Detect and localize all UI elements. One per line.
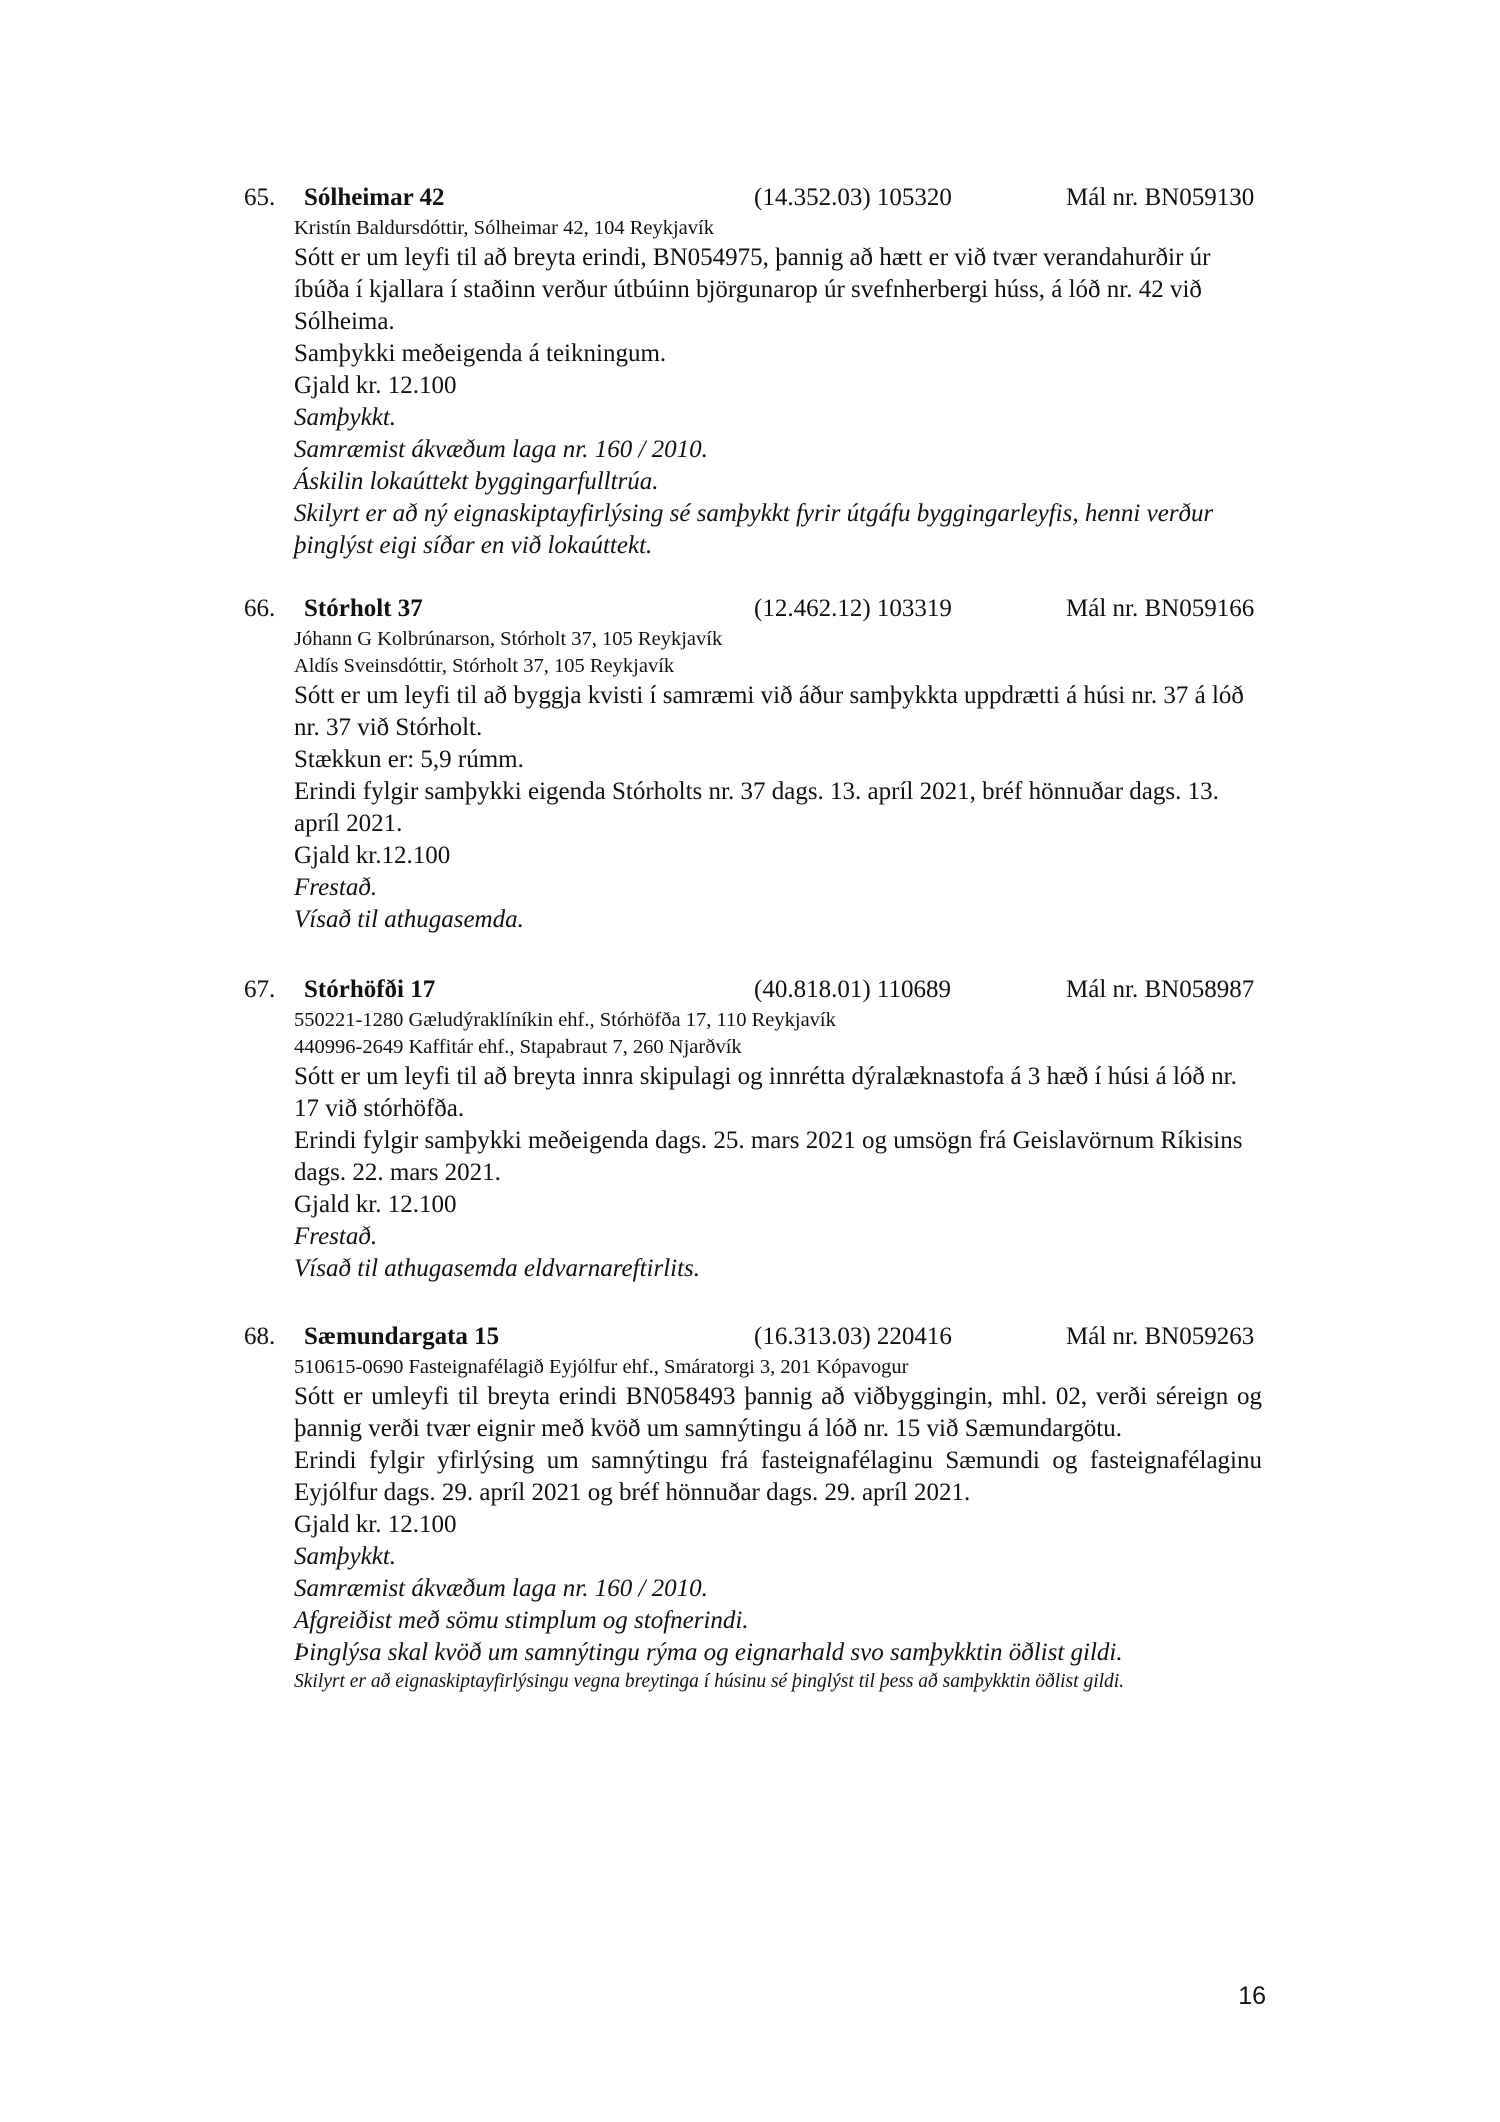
decision: Skilyrt er að eignaskiptayfirlýsingu vegna breytinga í húsinu sé þinglýst til þess að samþykktin öðlist gildi.: [294, 1671, 1125, 1692]
decision: Samþykkt.: [294, 1543, 397, 1570]
case-entry: [0, 973, 1500, 1285]
applicant: 510615-0690 Fasteignafélagið Eyjólfur ehf., Smáratorgi 3, 201 Kópavogur: [294, 1356, 909, 1378]
entry-body: [294, 1007, 1262, 1285]
entry-number: 65.: [244, 184, 276, 211]
fee: Gjald kr. 12.100: [294, 1191, 457, 1218]
decision: Þinglýsa skal kvöð um samnýtingu rýma og eignarhald svo samþykktin öðlist gildi.: [294, 1639, 1123, 1666]
entry-header: [0, 592, 1500, 626]
entry-number: 66.: [244, 595, 276, 622]
entry-case-number: Mál nr. BN059166: [1066, 595, 1255, 622]
applicant: 550221-1280 Gæludýraklíníkin ehf., Stórhöfða 17, 110 Reykjavík: [294, 1009, 836, 1031]
decision: Vísað til athugasemda eldvarnareftirlits.: [294, 1255, 701, 1282]
decision: Frestað.: [294, 874, 378, 901]
entry-case-number: Mál nr. BN058987: [1066, 976, 1255, 1003]
entry-address: Sæmundargata 15: [304, 1323, 500, 1350]
description: Samþykki meðeigenda á teikningum.: [294, 340, 667, 367]
entry-address: Stórhöfði 17: [304, 976, 436, 1003]
entry-address: Sólheimar 42: [304, 184, 445, 211]
entry-body: [294, 626, 1262, 936]
applicant: Kristín Baldursdóttir, Sólheimar 42, 104 Reykjavík: [294, 217, 714, 239]
entry-header: [0, 181, 1500, 215]
description: Sótt er umleyfi til breyta erindi BN058493 þannig að viðbyggingin, mhl. 02, verði séreign og þannig verði tvær eignir með kvöð um samnýtingu á lóð nr. 15 við Sæmundargötu.: [294, 1383, 1262, 1442]
case-entry: [0, 1320, 1500, 1695]
decision: Samræmist ákvæðum laga nr. 160 / 2010.: [294, 436, 708, 463]
entry-number: 67.: [244, 976, 276, 1003]
decision: Afgreiðist með sömu stimplum og stofnerindi.: [294, 1607, 749, 1634]
entry-header: [0, 973, 1500, 1007]
decision: Frestað.: [294, 1223, 378, 1250]
case-entry: [0, 592, 1500, 936]
description: Sótt er um leyfi til að breyta innra skipulagi og innrétta dýralæknastofa á 3 hæð í húsi á lóð nr. 17 við stórhöfða.: [294, 1063, 1237, 1122]
description: Erindi fylgir samþykki eigenda Stórholts nr. 37 dags. 13. apríl 2021, bréf hönnuðar dags. 13. apríl 2021.: [294, 778, 1219, 837]
description: Sótt er um leyfi til að breyta erindi, BN054975, þannig að hætt er við tvær verandahurðir úr íbúða í kjallara í staðinn verður útbúinn björgunarop úr svefnherbergi húss, á lóð nr. 42 við Sólheima.: [294, 244, 1211, 335]
decision: Skilyrt er að ný eignaskiptayfirlýsing sé samþykkt fyrir útgáfu byggingarleyfis, henni verður þinglýst eigi síðar en við lokaúttekt.: [294, 500, 1214, 559]
page-number: 16: [1238, 1982, 1266, 2010]
entry-reference: (14.352.03) 105320: [754, 184, 952, 211]
applicant: Jóhann G Kolbrúnarson, Stórholt 37, 105 Reykjavík: [294, 628, 723, 650]
entry-reference: (40.818.01) 110689: [754, 976, 951, 1003]
fee: Gjald kr. 12.100: [294, 372, 457, 399]
fee: Gjald kr. 12.100: [294, 1511, 457, 1538]
entry-case-number: Mál nr. BN059263: [1066, 1323, 1255, 1350]
entry-address: Stórholt 37: [304, 595, 423, 622]
decision: Áskilin lokaúttekt byggingarfulltrúa.: [294, 468, 659, 495]
description: Stækkun er: 5,9 rúmm.: [294, 746, 524, 773]
description: Erindi fylgir yfirlýsing um samnýtingu frá fasteignafélaginu Sæmundi og fasteignafélaginu Eyjólfur dags. 29. apríl 2021 og bréf hönnuðar dags. 29. apríl 2021.: [294, 1447, 1262, 1506]
entry-header: [0, 1320, 1500, 1354]
description: Sótt er um leyfi til að byggja kvisti í samræmi við áður samþykkta uppdrætti á húsi nr. 37 á lóð nr. 37 við Stórholt.: [294, 682, 1244, 741]
description: Erindi fylgir samþykki meðeigenda dags. 25. mars 2021 og umsögn frá Geislavörnum Ríkisins dags. 22. mars 2021.: [294, 1127, 1243, 1186]
fee: Gjald kr.12.100: [294, 842, 451, 869]
applicant: 440996-2649 Kaffitár ehf., Stapabraut 7, 260 Njarðvík: [294, 1036, 742, 1058]
decision: Samræmist ákvæðum laga nr. 160 / 2010.: [294, 1575, 708, 1602]
entry-reference: (12.462.12) 103319: [754, 595, 952, 622]
decision: Samþykkt.: [294, 404, 397, 431]
entry-body: [294, 215, 1262, 562]
entry-reference: (16.313.03) 220416: [754, 1323, 952, 1350]
entry-number: 68.: [244, 1323, 276, 1350]
entry-body: [294, 1354, 1262, 1695]
entry-case-number: Mál nr. BN059130: [1066, 184, 1255, 211]
applicant: Aldís Sveinsdóttir, Stórholt 37, 105 Reykjavík: [294, 655, 675, 677]
decision: Vísað til athugasemda.: [294, 906, 524, 933]
case-entry: [0, 181, 1500, 562]
